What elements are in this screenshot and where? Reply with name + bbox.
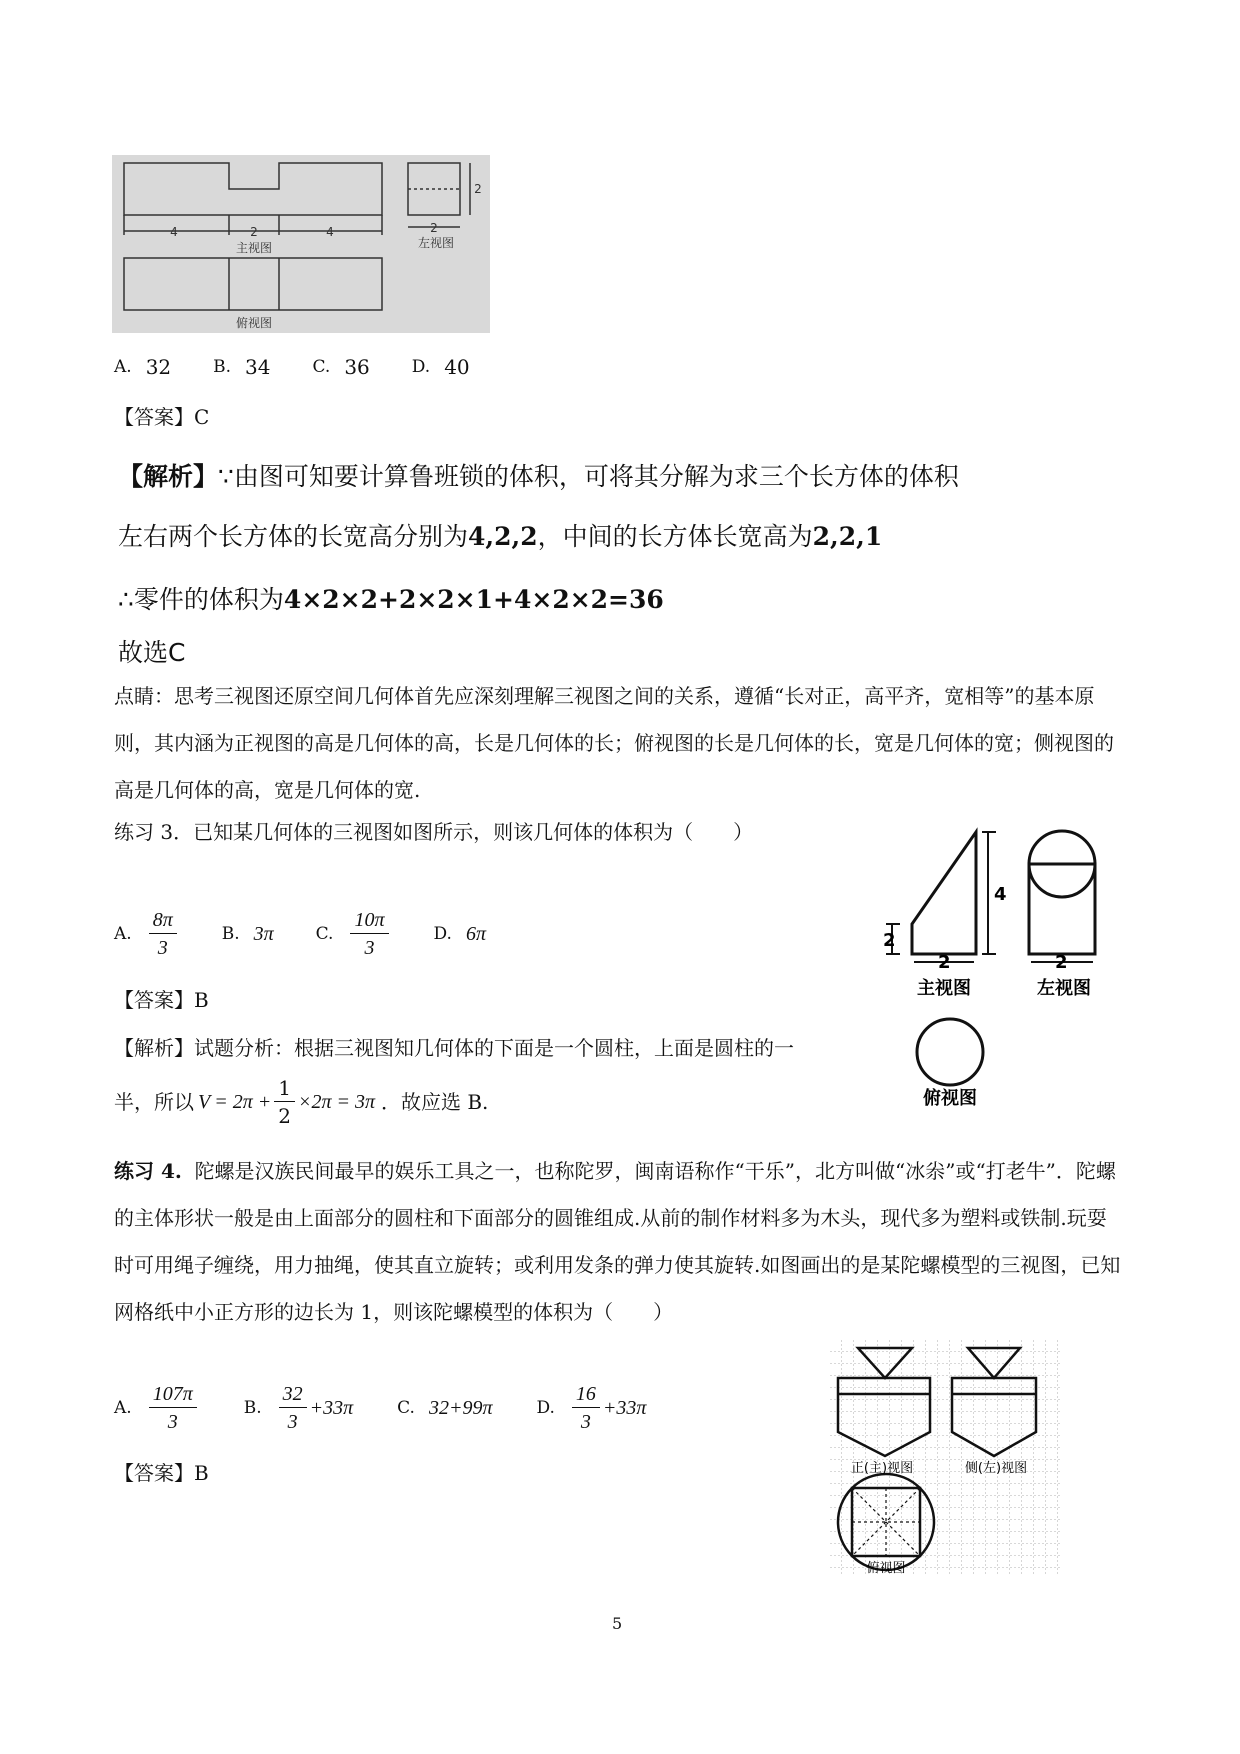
top-view-label: 俯视图 <box>235 316 273 330</box>
q4-choice-b: B. $\frac{32}{3}$ +33π <box>243 1383 354 1433</box>
prev-conclusion: 故选C <box>118 638 186 667</box>
q3-choice-a: A. $\frac{8\pi}{3}$ <box>114 910 180 958</box>
q3-side-label: 左视图 <box>1037 978 1091 999</box>
q3-dim-w-side: 2 <box>1055 952 1068 973</box>
q4-side-label: 侧(左)视图 <box>964 1461 1028 1476</box>
side-view-label: 左视图 <box>417 236 455 250</box>
choice-c: C. 36 <box>312 355 370 379</box>
prev-answer: 【答案】C <box>114 405 210 429</box>
q4-front-label: 正(主)视图 <box>850 1461 914 1476</box>
q3-top-label: 俯视图 <box>923 1088 977 1109</box>
q3-analysis-line-2: 半，所以 V = 2π + $\frac{1}{2}$ ×2π = 3π ．故应选 B. <box>114 1076 489 1128</box>
q3-answer: 【答案】B <box>114 988 209 1012</box>
page-number: 5 <box>612 1614 623 1633</box>
q3-choices <box>114 910 528 958</box>
q4-stem: 练习 4. 陀螺是汉族民间最早的娱乐工具之一，也称陀罗，闽南语称作“干乐”，北方叫做“冰尜”或“打老牛”．陀螺的主体形状一般是由上面部分的圆柱和下面部分的圆锥组成.从前的制作材料多为木头，现代多为塑料或铁制.玩耍时可用绳子缠绕，用力抽绳，使其直立旋转；或利用发条的弹力使其旋转.如图画出的是某陀螺模型的三视图，已知网格纸中小正方形的边长为 1，则该陀螺模型的体积为（ ） <box>114 1159 1121 1324</box>
dim-side-width-label: 2 <box>430 221 438 235</box>
q4-choices <box>114 1384 688 1432</box>
prev-analysis-line-2: 左右两个长方体的长宽高分别为4,2,2，中间的长方体长宽高为2,2,1 <box>118 522 883 551</box>
q4-top-label: 俯视图 <box>866 1561 906 1576</box>
dim-right-label: 4 <box>326 225 334 239</box>
luban-lock-three-view-figure <box>112 155 490 333</box>
q4-choice-d: D. $\frac{16}{3}$ +33π <box>536 1383 647 1433</box>
q3-dim-h2: 2 <box>883 930 896 951</box>
q3-choice-b: B. 3π <box>221 922 274 945</box>
front-view-label: 主视图 <box>235 241 273 255</box>
q4-three-view-figure <box>830 1340 1062 1576</box>
q4-answer: 【答案】B <box>114 1461 209 1485</box>
q3-front-label: 主视图 <box>917 978 971 999</box>
prev-choices <box>114 355 512 379</box>
prev-comment: 点睛：思考三视图还原空间几何体首先应深刻理解三视图之间的关系，遵循“长对正，高平齐，宽相等”的基本原则，其内涵为正视图的高是几何体的高，长是几何体的长；俯视图的长是几何体的长，宽是几何体的宽；侧视图的高是几何体的高，宽是几何体的宽. <box>114 684 1114 802</box>
q3-dim-h4: 4 <box>994 884 1007 905</box>
dim-mid-label: 2 <box>250 225 258 239</box>
q3-dim-w-front: 2 <box>938 952 951 973</box>
prev-analysis-line-3: ∴零件的体积为4×2×2+2×2×1+4×2×2=36 <box>118 585 664 614</box>
choice-a: A. 32 <box>114 355 172 379</box>
dim-side-height-label: 2 <box>474 182 482 196</box>
q3-three-view-figure <box>878 822 1126 1112</box>
dim-left-label: 4 <box>170 225 178 239</box>
prev-analysis-line-1: 【解析】∵由图可知要计算鲁班锁的体积，可将其分解为求三个长方体的体积 <box>118 462 959 491</box>
choice-b: B. 34 <box>213 355 271 379</box>
q3-analysis-line-1: 【解析】试题分析：根据三视图知几何体的下面是一个圆柱，上面是圆柱的一 <box>114 1036 794 1060</box>
q4-choice-c: C. 32+99π <box>397 1396 493 1419</box>
q3-top-circle <box>917 1019 983 1085</box>
q4-choice-a: A. $\frac{107\pi}{3}$ <box>114 1384 200 1432</box>
choice-d: D. 40 <box>411 355 470 379</box>
q3-stem: 练习 3．已知某几何体的三视图如图所示，则该几何体的体积为（ ） <box>114 820 754 844</box>
q3-choice-c: C. $\frac{10\pi}{3}$ <box>316 910 392 958</box>
q3-choice-d: D. 6π <box>433 922 486 945</box>
